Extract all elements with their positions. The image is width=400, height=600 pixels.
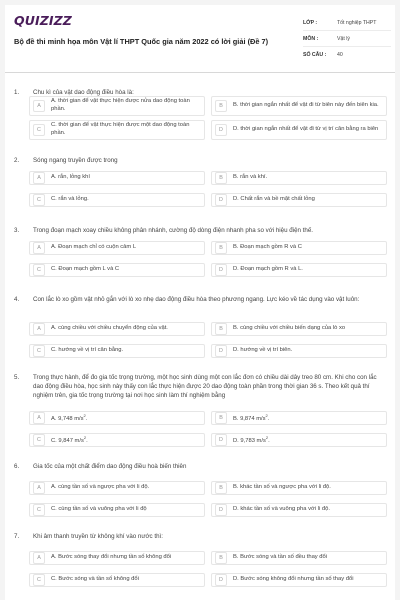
answer-option-a[interactable] — [29, 171, 205, 185]
option-letter-badge: D — [215, 574, 227, 586]
option-text: B. Đoạn mạch gồm R và C — [233, 244, 302, 251]
superscript: 2 — [83, 435, 87, 441]
option-text: C. rắn và lỏng. — [51, 196, 89, 203]
option-letter-badge: D — [215, 345, 227, 357]
question-text: Chu kì của vật dao động điều hòa là: — [33, 89, 134, 96]
option-letter-badge: D — [215, 124, 227, 136]
question-number: 4. — [14, 296, 20, 303]
question-number: 5. — [14, 374, 20, 381]
option-text: D. Đoạn mạch gồm R và L. — [233, 266, 303, 273]
answer-option-d[interactable] — [211, 503, 387, 517]
option-letter-badge: B — [215, 323, 227, 335]
option-text: C. Bước sóng và tần số không đổi — [51, 576, 139, 583]
question-text: Khi âm thanh truyền từ không khí vào nước thì: — [33, 533, 163, 540]
option-text: B. rắn và khí. — [233, 174, 268, 181]
answer-option-b[interactable] — [211, 411, 387, 425]
option-text: D. Bước sóng không đổi nhưng tần số thay đổi — [233, 576, 354, 583]
question-number: 1. — [14, 89, 20, 96]
question-number: 2. — [14, 157, 20, 164]
answer-option-d[interactable] — [211, 120, 387, 140]
option-text: A. 9,748 $m/s^2$. — [51, 413, 88, 423]
question-text: Trong thực hành, để đo gia tốc trọng trường, một học sinh dùng một con lắc đơn có chiều dài dây treo 80 cm. Khi cho con lắc dao động điều hòa, học sinh này thấy con lắc thực hiện được 20 dao động toàn phần trong thời gian 36 s. Theo kết quả thí nghiệm trên, gia tốc trọng trường tại nơi học sinh làm thí nghiệm bằng — [33, 374, 377, 399]
option-text: C. Đoạn mạch gồm L và C — [51, 266, 120, 273]
answer-option-a[interactable] — [29, 96, 205, 116]
option-text: A. thời gian để vật thực hiện được nửa dao động toàn phần. — [51, 98, 190, 112]
option-letter-badge: A — [33, 172, 45, 184]
answer-option-b[interactable] — [211, 481, 387, 495]
answer-option-c[interactable] — [29, 433, 205, 447]
option-letter-badge: A — [33, 242, 45, 254]
answer-option-d[interactable] — [211, 193, 387, 207]
answer-option-a[interactable] — [29, 411, 205, 425]
worksheet-page — [5, 5, 395, 600]
option-text: C. cùng tần số và vuông pha với li độ — [51, 506, 147, 513]
answer-option-b[interactable] — [211, 96, 387, 116]
answer-option-a[interactable] — [29, 322, 205, 336]
answer-option-c[interactable] — [29, 263, 205, 277]
answer-option-c[interactable] — [29, 573, 205, 587]
option-letter-badge: D — [215, 504, 227, 516]
option-text: D. thời gian ngắn nhất để vật đi từ vị trí cân bằng ra biên — [233, 126, 379, 133]
option-letter-badge: C — [33, 124, 45, 136]
option-letter-badge: B — [215, 242, 227, 254]
option-text: D. 9,783 $m/s^2$. — [233, 435, 270, 445]
option-text: A. rắn, lỏng khí — [51, 174, 90, 181]
option-letter-badge: D — [215, 434, 227, 446]
option-letter-badge: C — [33, 434, 45, 446]
answer-option-d[interactable] — [211, 263, 387, 277]
answer-option-a[interactable] — [29, 241, 205, 255]
question-text: Trong đoạn mạch xoay chiều không phân nhánh, cường độ dòng điện nhanh pha so với hiệu điện thế. — [33, 227, 314, 234]
answer-option-c[interactable] — [29, 120, 205, 140]
answer-option-a[interactable] — [29, 551, 205, 565]
meta-row-subject — [303, 31, 391, 47]
option-letter-badge: C — [33, 574, 45, 586]
answer-option-d[interactable] — [211, 573, 387, 587]
meta-label: MÔN : — [303, 35, 319, 42]
option-text: C. thời gian để vật thực hiện được một dao động toàn phần. — [51, 122, 190, 136]
option-letter-badge: C — [33, 264, 45, 276]
superscript: 2 — [265, 435, 269, 441]
option-text: A. cùng chiều với chiều chuyển động của vật. — [51, 325, 168, 332]
option-text: C. hướng về vị trí cân bằng. — [51, 347, 124, 354]
option-text: D. Chất rắn và bề mặt chất lỏng — [233, 196, 315, 203]
option-text: A. Đoạn mạch chỉ có cuộn cảm L — [51, 244, 137, 251]
worksheet-header — [5, 5, 395, 73]
option-letter-badge: C — [33, 345, 45, 357]
answer-option-c[interactable] — [29, 344, 205, 358]
meta-value: Tốt nghiệp THPT — [337, 19, 377, 26]
answer-option-c[interactable] — [29, 193, 205, 207]
meta-row-class — [303, 15, 391, 31]
option-letter-badge: C — [33, 504, 45, 516]
option-text: B. Bước sóng và tần số đều thay đổi — [233, 554, 328, 561]
meta-value: Vật lý — [337, 35, 350, 42]
meta-value: 40 — [337, 52, 343, 58]
answer-option-b[interactable] — [211, 171, 387, 185]
option-letter-badge: A — [33, 412, 45, 424]
meta-label: SỐ CÂU : — [303, 52, 327, 58]
option-letter-badge: B — [215, 100, 227, 112]
meta-row-count — [303, 47, 391, 63]
option-letter-badge: D — [215, 194, 227, 206]
answer-option-b[interactable] — [211, 241, 387, 255]
option-text: D. khác tần số và vuông pha với li độ. — [233, 506, 330, 513]
question-number: 7. — [14, 533, 20, 540]
option-text: A. Bước sóng thay đổi nhưng tần số không đổi — [51, 554, 172, 561]
answer-option-b[interactable] — [211, 322, 387, 336]
option-text: B. thời gian ngắn nhất để vật đi từ biên này đến biên kia. — [233, 102, 379, 109]
answer-option-d[interactable] — [211, 344, 387, 358]
question-number: 3. — [14, 227, 20, 234]
question-text: Con lắc lò xo gồm vật nhỏ gắn với lò xo nhẹ dao động điều hòa theo phương ngang. Lực kéo về tác dụng vào vật luôn: — [33, 296, 360, 303]
option-text: B. khác tần số và ngược pha với li độ. — [233, 484, 331, 491]
option-letter-badge: A — [33, 482, 45, 494]
option-letter-badge: A — [33, 100, 45, 112]
option-letter-badge: C — [33, 194, 45, 206]
option-letter-badge: B — [215, 412, 227, 424]
quizizz-logo: QUIZIZZ — [14, 13, 72, 28]
option-letter-badge: A — [33, 323, 45, 335]
question-text: Gia tốc của một chất điểm dao động điều hoà biến thiên — [33, 463, 187, 470]
question-number: 6. — [14, 463, 20, 470]
question-text: Sóng ngang truyền được trong — [33, 157, 118, 164]
option-letter-badge: A — [33, 552, 45, 564]
option-text: C. 9,847 $m/s^2$. — [51, 435, 88, 445]
option-letter-badge: D — [215, 264, 227, 276]
option-text: A. cùng tần số và ngược pha với li độ. — [51, 484, 150, 491]
page-title: Bộ đề thi minh họa môn Vật lí THPT Quốc gia năm 2022 có lời giải (Đề 7) — [14, 37, 269, 46]
option-text: D. hướng về vị trí biên. — [233, 347, 293, 354]
option-text: B. cùng chiều với chiều biến dạng của lò xo — [233, 325, 346, 332]
option-text: B. 9,874 $m/s^2$. — [233, 413, 270, 423]
option-letter-badge: B — [215, 482, 227, 494]
superscript: 2 — [83, 413, 86, 419]
answer-option-d[interactable] — [211, 433, 387, 447]
answer-option-c[interactable] — [29, 503, 205, 517]
option-letter-badge: B — [215, 552, 227, 564]
meta-label: LỚP : — [303, 19, 318, 26]
answer-option-a[interactable] — [29, 481, 205, 495]
option-letter-badge: B — [215, 172, 227, 184]
meta-table — [303, 15, 391, 63]
superscript: 2 — [265, 413, 268, 419]
answer-option-b[interactable] — [211, 551, 387, 565]
